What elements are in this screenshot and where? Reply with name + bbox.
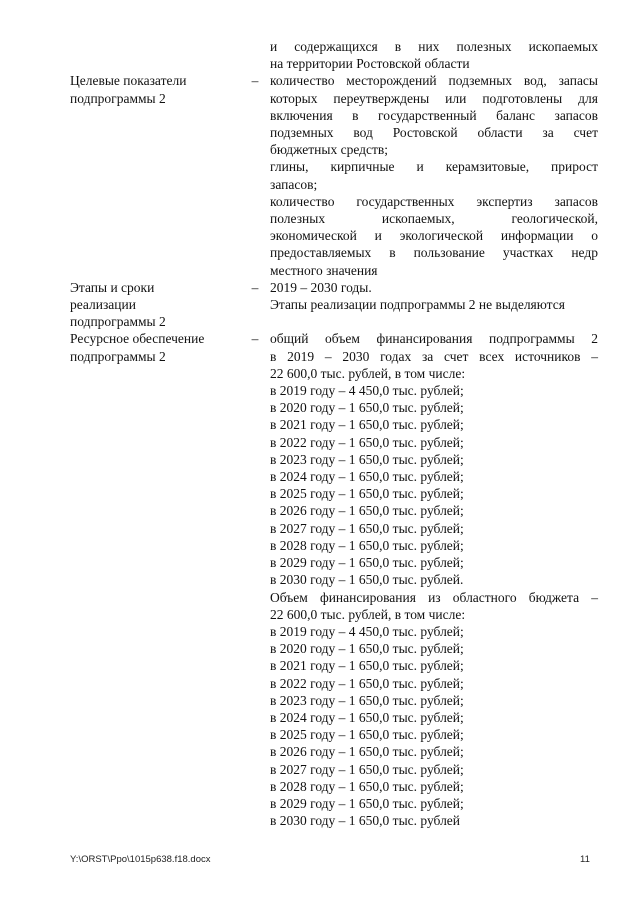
text-line: в 2024 году – 1 650,0 тыс. рублей; [270,469,464,485]
row-dash: – [251,279,259,295]
footer-file-path: Y:\ORST\Ppo\1015p638.f18.docx [70,854,211,865]
text-line: запасов; [270,176,318,192]
text-line: количество государственных экспертиз запасов [270,193,598,209]
row-dash: – [251,331,259,347]
text-line: 22 600,0 тыс. рублей, в том числе: [270,606,466,622]
row-dash: – [251,73,259,89]
row-label [70,330,240,364]
text-line: в 2023 году – 1 650,0 тыс. рублей; [270,451,464,467]
text-line: в 2019 году – 4 450,0 тыс. рублей; [270,383,464,399]
text-line: в 2025 году – 1 650,0 тыс. рублей; [270,727,464,743]
label-line: Целевые показатели [70,73,187,89]
label-line: Этапы и сроки [70,279,155,295]
text-line: включения в государственный баланс запасов [270,107,598,123]
text-line: в 2026 году – 1 650,0 тыс. рублей; [270,744,464,760]
label-line: Ресурсное обеспечение [70,331,205,347]
text-line: общий объем финансирования подпрограммы 2 [270,331,598,347]
row-stages-terms [70,279,598,331]
row-target-indicators [70,72,598,278]
row-text [270,72,598,278]
text-line: в 2027 году – 1 650,0 тыс. рублей; [270,761,464,777]
row-resource-provision [70,330,598,829]
text-line: местного значения [270,262,378,278]
text-line: предоставляемых в пользование участках недр [270,245,598,261]
text-line: 22 600,0 тыс. рублей, в том числе: [270,365,466,381]
text-line: в 2029 году – 1 650,0 тыс. рублей; [270,555,464,571]
text-line: в 2027 году – 1 650,0 тыс. рублей; [270,520,464,536]
text-line: и содержащихся в них полезных ископаемых [270,39,598,54]
text-line: в 2022 году – 1 650,0 тыс. рублей; [270,434,464,450]
text-line: полезных ископаемых, геологической, [270,211,598,227]
text-line: глины, кирпичные и керамзитовые, прирост [270,159,598,175]
passport-table [70,38,598,829]
text-line: в 2019 году – 4 450,0 тыс. рублей; [270,623,464,639]
text-line: в 2029 году – 1 650,0 тыс. рублей; [270,795,464,811]
row-text [270,279,598,313]
footer-page-number: 11 [580,854,590,865]
continuation-row [70,38,598,72]
text-line: в 2030 году – 1 650,0 тыс. рублей. [270,572,464,588]
text-line: в 2026 году – 1 650,0 тыс. рублей; [270,503,464,519]
text-line: бюджетных средств; [270,142,389,158]
label-line: подпрограммы 2 [70,90,166,106]
text-line: Этапы реализации подпрограммы 2 не выделяются [270,297,565,313]
text-line: 2019 – 2030 годы. [270,279,372,295]
text-line: в 2030 году – 1 650,0 тыс. рублей [270,813,461,829]
label-line: реализации [70,297,136,313]
text-line: в 2019 – 2030 годах за счет всех источников – [270,348,598,364]
continuation-text [270,38,598,72]
text-line: в 2021 году – 1 650,0 тыс. рублей; [270,658,464,674]
text-line: в 2021 году – 1 650,0 тыс. рублей; [270,417,464,433]
row-label [70,279,240,331]
text-line: подземных вод Ростовской области за счет [270,125,598,141]
text-line: в 2024 году – 1 650,0 тыс. рублей; [270,709,464,725]
text-line: на территории Ростовской области [270,56,470,72]
label-line: подпрограммы 2 [70,348,166,364]
row-label [70,72,240,106]
text-line: в 2020 году – 1 650,0 тыс. рублей; [270,641,464,657]
text-line: которых переутверждены или подготовлены для [270,90,598,106]
row-text [270,330,598,829]
text-line: в 2025 году – 1 650,0 тыс. рублей; [270,486,464,502]
text-line: количество месторождений подземных вод, запасы [270,73,598,89]
label-line: подпрограммы 2 [70,314,166,330]
text-line: экономической и экологической информации о [270,228,598,244]
text-line: Объем финансирования из областного бюджета – [270,589,598,605]
text-line: в 2022 году – 1 650,0 тыс. рублей; [270,675,464,691]
text-line: в 2028 году – 1 650,0 тыс. рублей; [270,778,464,794]
text-line: в 2028 году – 1 650,0 тыс. рублей; [270,537,464,553]
text-line: в 2020 году – 1 650,0 тыс. рублей; [270,400,464,416]
text-line: в 2023 году – 1 650,0 тыс. рублей; [270,692,464,708]
